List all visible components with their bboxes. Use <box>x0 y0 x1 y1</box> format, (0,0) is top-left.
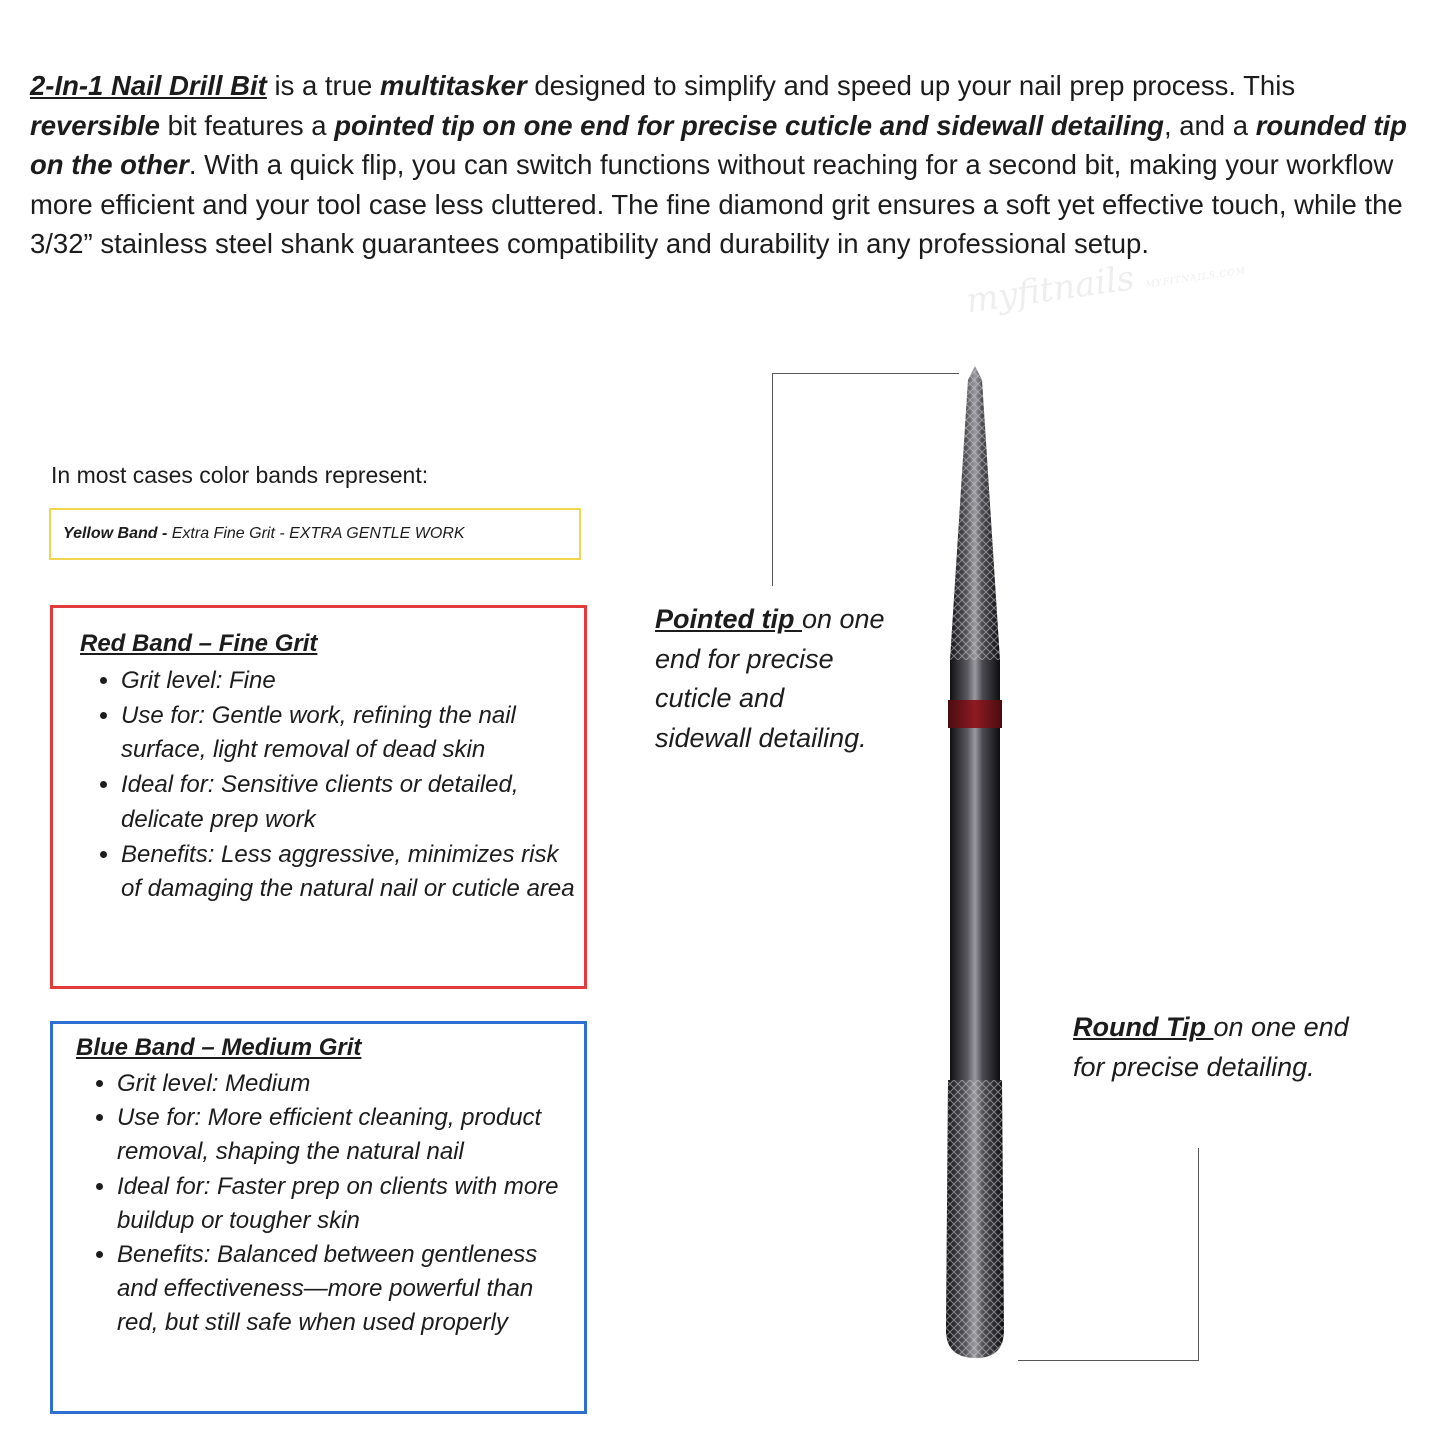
pointed-tip-callout <box>655 600 885 758</box>
intro-rounded-desc: rounded tip on the other <box>30 109 1407 181</box>
red-band-list <box>101 664 581 907</box>
product-name: 2-In-1 Nail Drill Bit <box>30 70 267 101</box>
list-item: • Use for: More efficient cleaning, product removal, shaping the natural nail <box>117 1101 577 1169</box>
watermark-script-text: myfitnails <box>963 258 1137 322</box>
list-item: • Grit level: Fine <box>121 664 581 699</box>
yellow-band-label: Yellow Band - <box>63 525 168 542</box>
yellow-band-box <box>49 508 581 560</box>
intro-pointed-desc: pointed tip on one end for precise cuticle and sidewall detailing <box>334 109 1164 141</box>
list-item: • Ideal for: Faster prep on clients with more buildup or tougher skin <box>117 1170 577 1238</box>
watermark-url-text: MYFITNAILS.COM <box>1145 266 1247 291</box>
intro-text-3: bit features a <box>159 109 335 141</box>
blue-band-title: Blue Band – Medium Grit <box>76 1034 362 1061</box>
yellow-band-text: Extra Fine Grit - EXTRA GENTLE WORK <box>167 525 465 542</box>
intro-multitasker: multitasker <box>379 70 527 101</box>
round-tip-rest: on one end for precise detailing. <box>1073 1012 1349 1082</box>
intro-text-5: . With a quick flip, you can switch functions without reaching for a second bit, making your workflow more efficient and your tool case less cluttered. The fine diamond grit ensures a soft yet effective touch, while the 3/32” stainless steel shank guarantees compatibility and durability in any professional setup. <box>30 149 1403 260</box>
round-tip-connector <box>1018 1148 1199 1361</box>
intro-text-1: is a true <box>266 70 380 101</box>
intro-paragraph <box>30 66 1415 264</box>
list-item: • Ideal for: Sensitive clients or detailed, delicate prep work <box>121 768 581 837</box>
red-band-box <box>50 605 587 989</box>
color-band <box>948 700 1002 728</box>
intro-text-4: , and a <box>1163 109 1256 141</box>
drill-bit-image <box>930 360 1010 1370</box>
shank <box>950 728 1000 1080</box>
round-tip-lead: Round Tip <box>1073 1012 1214 1042</box>
intro-text-2: designed to simplify and speed up your nail prep process. This <box>526 70 1296 101</box>
round-tip-callout <box>1073 1008 1373 1087</box>
list-item: • Benefits: Balanced between gentleness and effectiveness—more powerful than red, but still safe when used properly <box>117 1238 577 1341</box>
blue-band-box <box>50 1021 587 1414</box>
list-item: • Benefits: Less aggressive, minimizes risk of damaging the natural nail or cuticle area <box>121 838 581 907</box>
intro-reversible: reversible <box>30 109 160 141</box>
list-item: • Grit level: Medium <box>117 1067 577 1101</box>
pointed-tip-lead: Pointed tip <box>655 604 802 634</box>
red-band-title: Red Band – Fine Grit <box>80 630 318 657</box>
pointed-tip-rest: on one end for precise cuticle and sidewall detailing. <box>655 604 885 753</box>
list-item: • Use for: Gentle work, refining the nail surface, light removal of dead skin <box>121 699 581 768</box>
blue-band-list <box>97 1067 577 1341</box>
bands-heading: In most cases color bands represent: <box>51 462 429 488</box>
